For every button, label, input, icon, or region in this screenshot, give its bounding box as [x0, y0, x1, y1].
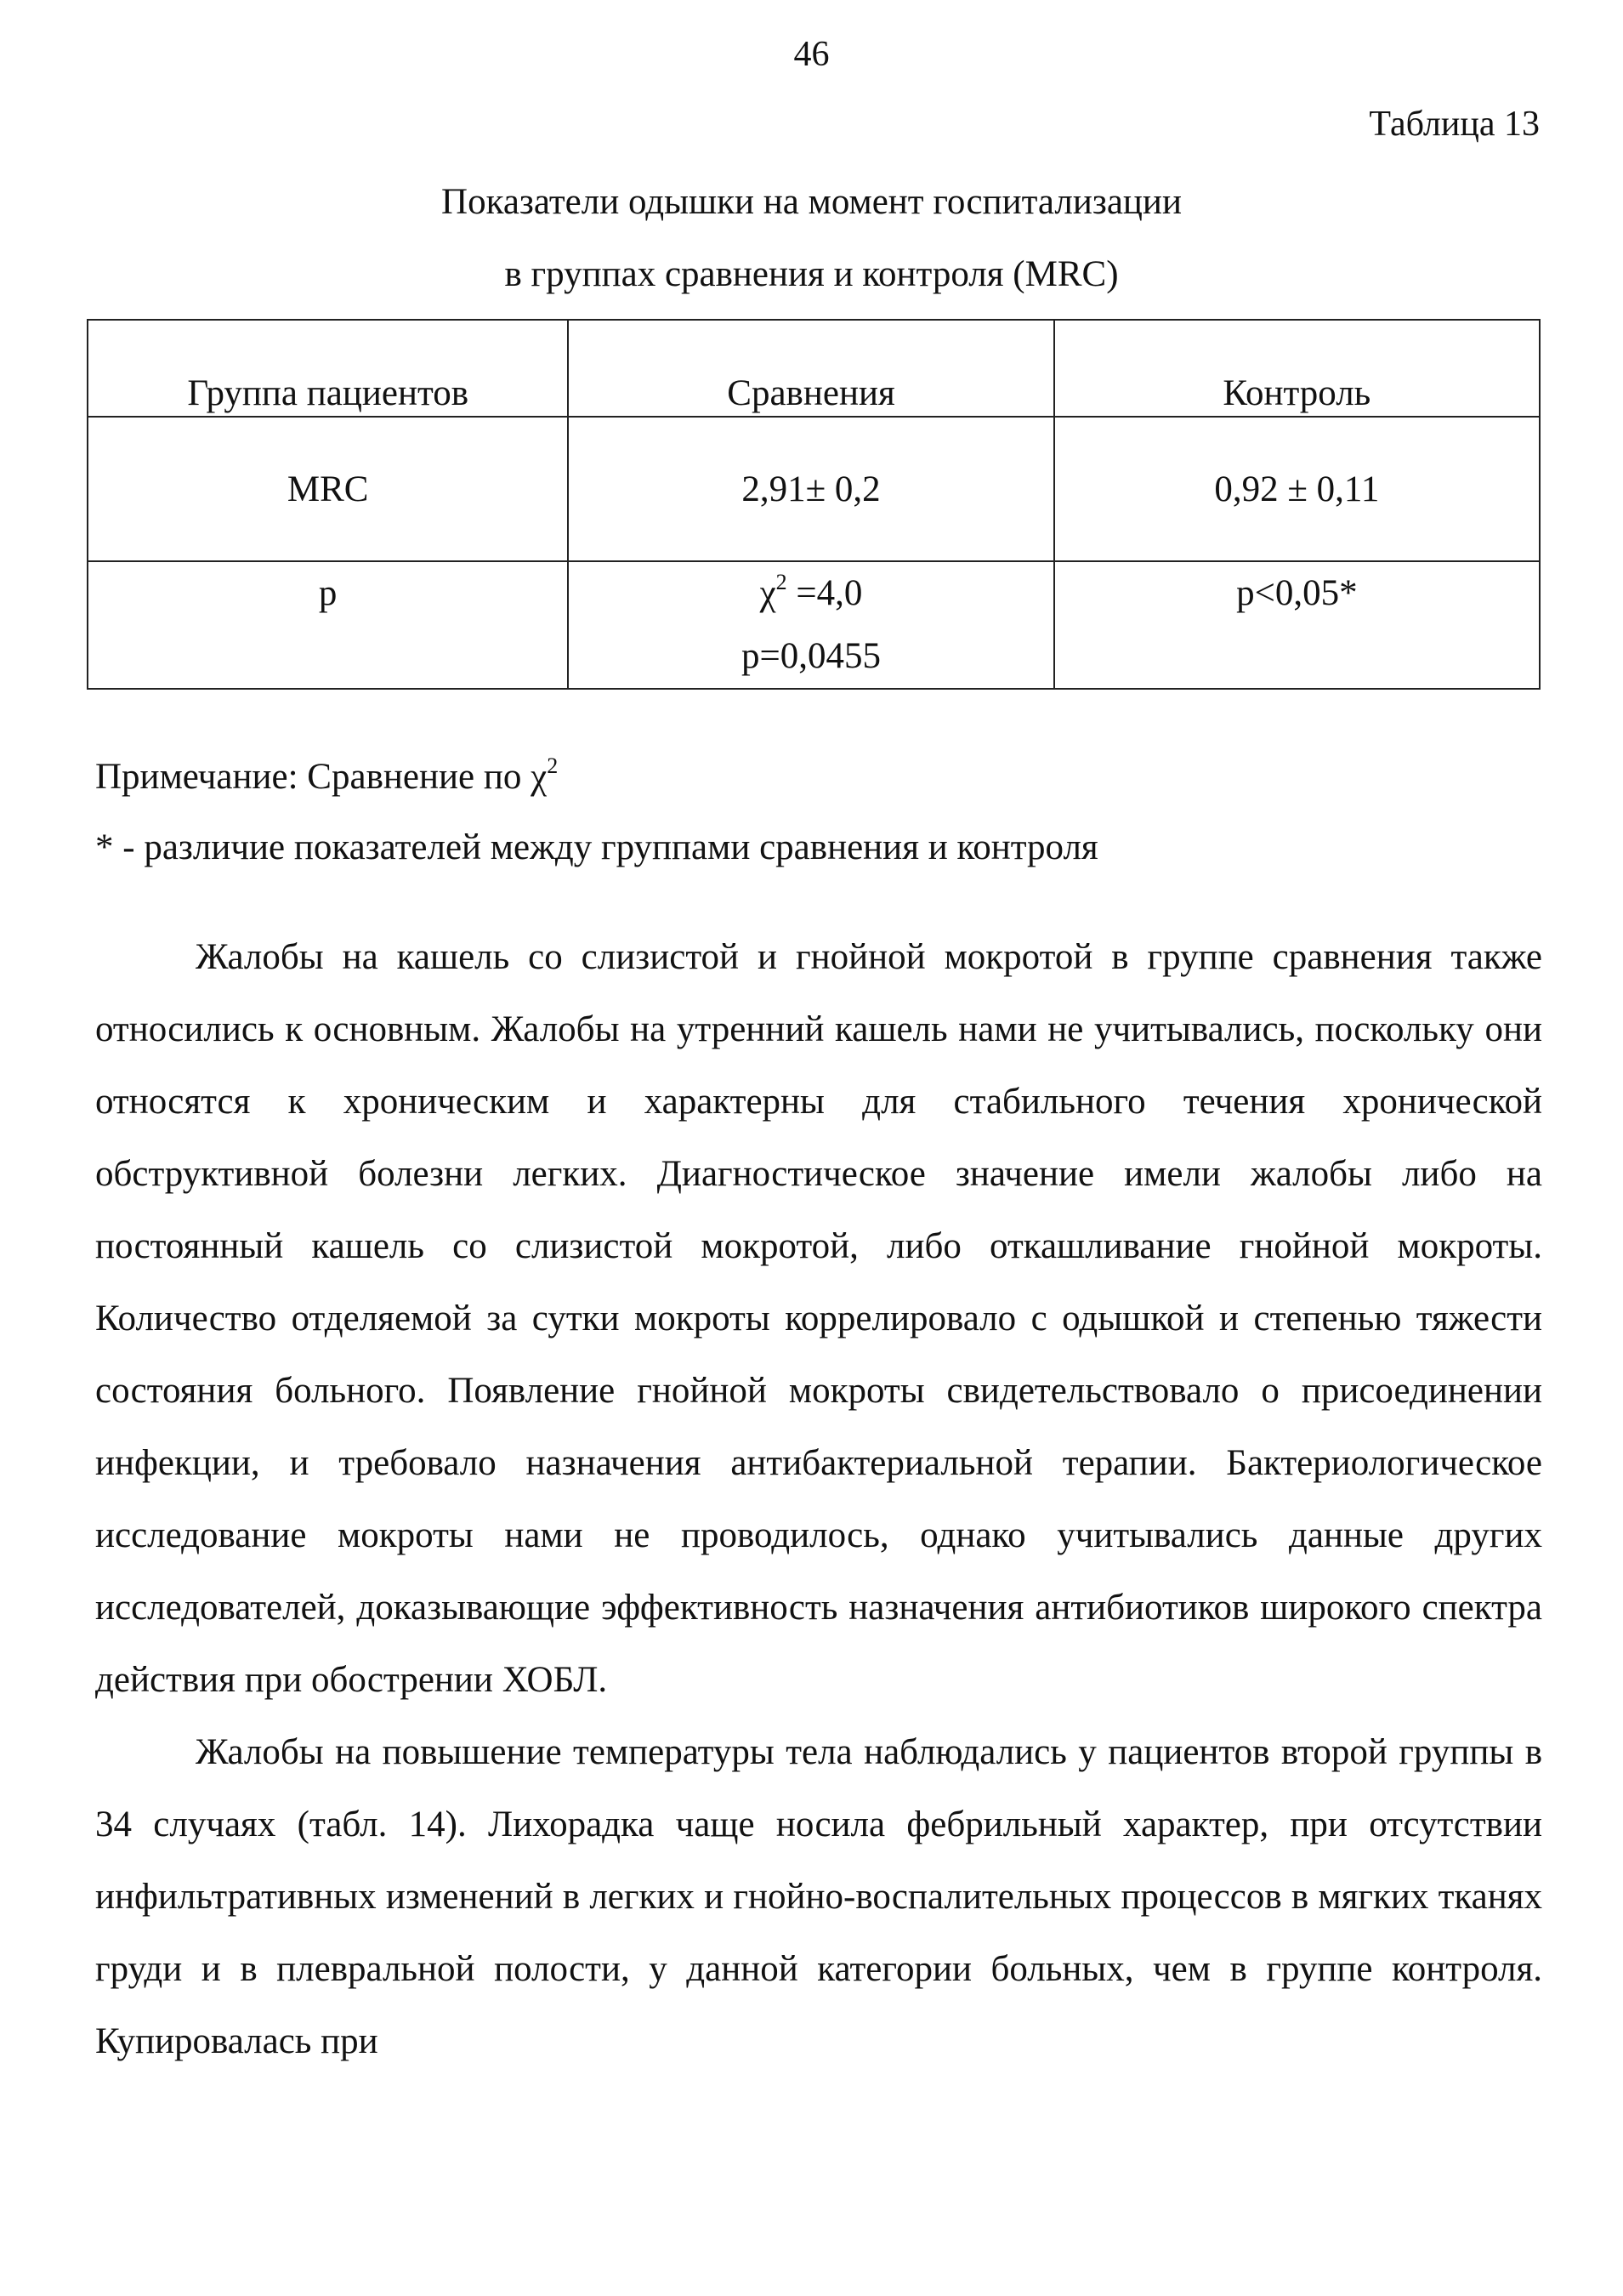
- note-line-1-text: Примечание: Сравнение по χ: [95, 757, 548, 797]
- table-title-line-2: в группах сравнения и контроля (MRC): [504, 254, 1119, 294]
- dyspnea-table: [87, 319, 1541, 690]
- cell-mrc-comparison: 2,91± 0,2: [568, 417, 1053, 561]
- body-text: [95, 921, 1542, 2077]
- cell-p-control: p<0,05*: [1054, 561, 1540, 689]
- note-line-1: [95, 742, 1098, 812]
- paragraph-2: Жалобы на повышение температуры тела наблюдались у пациентов второй группы в 34 случаях (табл. 14). Лихорадка чаще носила фебрильный характер, при отсутствии инфильтративных изменений в легких и гнойно-воспалительных процессов в мягких тканях груди и в плевральной полости, у данной категории больных, чем в группе контроля. Купировалась при: [95, 1732, 1542, 2061]
- cell-mrc-label: MRC: [88, 417, 568, 561]
- chi-square-superscript: 2: [775, 570, 787, 594]
- table-title: [0, 166, 1623, 310]
- table-row-p: [88, 561, 1540, 689]
- cell-p-label: p: [88, 561, 568, 689]
- table-title-line-1: Показатели одышки на момент госпитализации: [441, 182, 1182, 222]
- table-note: [95, 742, 1098, 883]
- chi-square-line: [569, 562, 1053, 625]
- p-value-comparison: p=0,0455: [741, 636, 882, 676]
- paragraph-1: Жалобы на кашель со слизистой и гнойной мокротой в группе сравнения также относились к основным. Жалобы на утренний кашель нами не учитывались, поскольку они относятся к хроническим и характерны для стабильного течения хронической обструктивной болезни легких. Диагностическое значение имели жалобы либо на постоянный кашель со слизистой мокротой, либо откашливание гнойной мокроты. Количество отделяемой за сутки мокроты коррелировало с одышкой и степенью тяжести состояния больного. Появление гнойной мокроты свидетельствовало о присоединении инфекции, и требовало назначения антибактериальной терапии. Бактериологическое исследование мокроты нами не проводилось, однако учитывались данные других исследователей, доказывающие эффективность назначения антибиотиков широкого спектра действия при обострении ХОБЛ.: [95, 937, 1542, 1700]
- chi-square-value: =4,0: [786, 573, 863, 613]
- header-patient-group: Группа пациентов: [88, 320, 568, 417]
- table-header-row: [88, 320, 1540, 417]
- header-control: Контроль: [1054, 320, 1540, 417]
- note-line-2: * - различие показателей между группами сравнения и контроля: [95, 827, 1098, 867]
- chi-symbol: χ: [759, 573, 776, 613]
- note-chi-superscript: 2: [547, 753, 559, 778]
- cell-p-comparison: [568, 561, 1053, 689]
- table-row-mrc: [88, 417, 1540, 561]
- header-comparison: Сравнения: [568, 320, 1053, 417]
- cell-mrc-control: 0,92 ± 0,11: [1054, 417, 1540, 561]
- page-number: 46: [793, 35, 830, 74]
- table-label: Таблица 13: [1369, 105, 1540, 144]
